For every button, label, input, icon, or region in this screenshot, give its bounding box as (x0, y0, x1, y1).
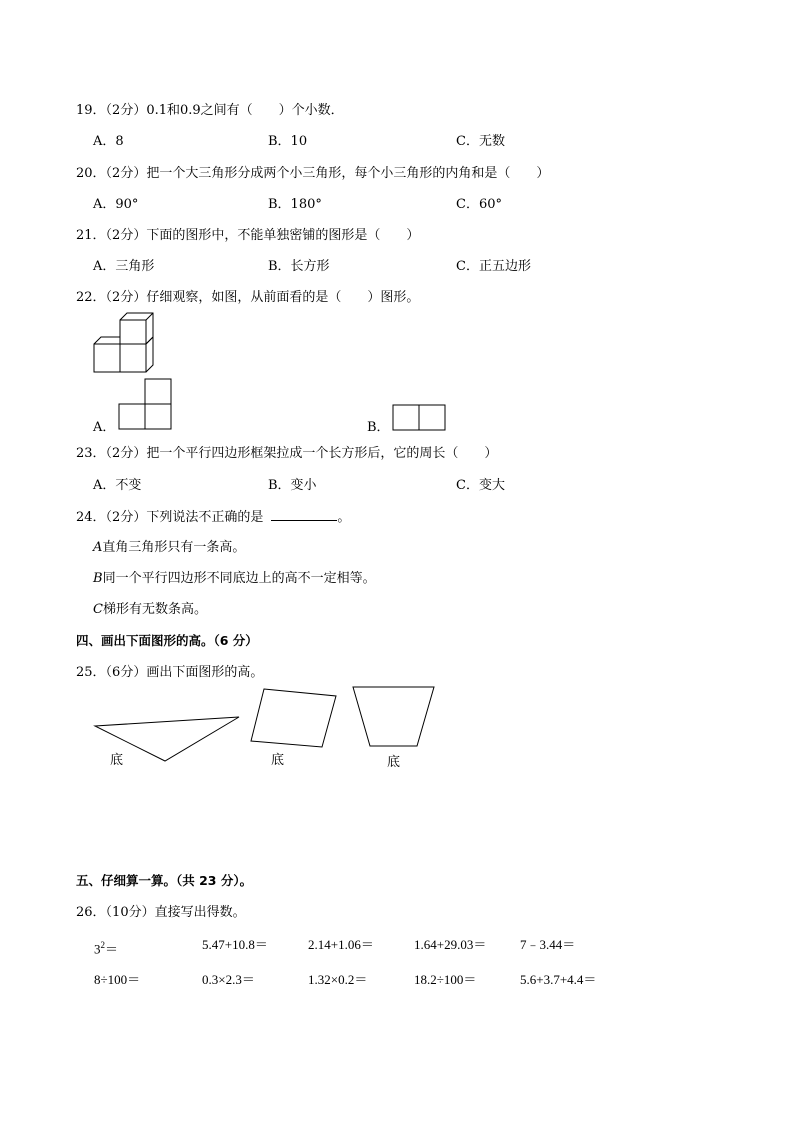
calc-item: 5.6+3.7+4.4＝ (520, 972, 597, 987)
q25-stem: 25．（6分）画出下面图形的高。 (76, 665, 264, 680)
q19-option-c: C．无数 (456, 134, 505, 149)
calc-exponent: 2 (100, 940, 105, 950)
q19-option-b: B．10 (268, 134, 308, 149)
trapezoid-figure (350, 685, 438, 749)
q23-stem: 23．（2分）把一个平行四边形框架拉成一个长方形后，它的周长（ ） (76, 446, 498, 461)
q21-option-c: C．正五边形 (456, 259, 531, 274)
calc-item: 8÷100＝ (94, 972, 141, 987)
q22-stem: 22．（2分）仔细观察，如图，从前面看的是（ ）图形。 (76, 290, 420, 305)
q24-item-a-letter: A (93, 540, 103, 555)
q20-option-b: B．180° (268, 197, 322, 212)
q20-stem: 20．（2分）把一个大三角形分成两个小三角形，每个小三角形的内角和是（ ） (76, 166, 550, 181)
q23-option-b: B．变小 (268, 478, 317, 493)
q24-stem-line (76, 508, 350, 527)
q24-item-b (93, 570, 376, 588)
q21-stem: 21．（2分）下面的图形中，不能单独密铺的图形是（ ） (76, 228, 420, 243)
q24-item-c-text: 梯形有无数条高。 (102, 602, 207, 617)
q20-option-a: A．90° (93, 197, 139, 212)
q19-option-a: A．8 (93, 134, 124, 149)
answer-blank[interactable] (271, 508, 337, 521)
section-5-title: 五、仔细算一算。（共 23 分）。 (76, 873, 253, 888)
q24-item-a-text: 直角三角形只有一条高。 (102, 540, 246, 555)
q24-item-a (93, 539, 245, 557)
q23-option-c: C．变大 (456, 478, 505, 493)
parallelogram-figure (248, 686, 340, 750)
calc-item: 5.47+10.8＝ (202, 937, 268, 952)
q26-stem: 26．（10分）直接写出得数。 (76, 905, 246, 920)
q24-item-b-letter: B (93, 571, 103, 586)
q19-stem: 19．（2分）0.1和0.9之间有（ ）个小数． (76, 103, 344, 118)
calc-item: 1.64+29.03＝ (414, 937, 487, 952)
calc-item: 0.3×2.3＝ (202, 972, 255, 987)
q24-item-c-letter: C (93, 602, 103, 617)
cube-stack-figure (90, 310, 160, 376)
q24-end: 。 (337, 510, 351, 525)
section-4-title: 四、画出下面图形的高。（6 分） (76, 633, 258, 648)
q24-stem: 24．（2分）下列说法不正确的是 (76, 510, 264, 525)
option-a-shape (118, 378, 172, 430)
calc-item (94, 936, 118, 958)
calc-equals: ＝ (105, 941, 119, 957)
parallelogram-base-label: 底 (271, 753, 285, 768)
calc-base: 3 (94, 941, 101, 957)
calc-item: 7﹣3.44＝ (520, 937, 576, 952)
triangle-base-label: 底 (110, 753, 124, 768)
q21-option-b: B．长方形 (268, 259, 330, 274)
option-b-shape (392, 404, 446, 431)
calc-item: 18.2÷100＝ (414, 972, 477, 987)
q23-option-a: A．不变 (93, 478, 142, 493)
q24-item-c (93, 601, 207, 619)
q20-option-c: C．60° (456, 197, 502, 212)
trapezoid-base-label: 底 (387, 755, 401, 770)
calc-item: 1.32×0.2＝ (308, 972, 368, 987)
q24-item-b-text: 同一个平行四边形不同底边上的高不一定相等。 (102, 571, 376, 586)
q22-option-a: A． (93, 420, 116, 435)
q21-option-a: A．三角形 (93, 259, 155, 274)
calc-item: 2.14+1.06＝ (308, 937, 374, 952)
q22-option-b: B． (367, 420, 390, 435)
